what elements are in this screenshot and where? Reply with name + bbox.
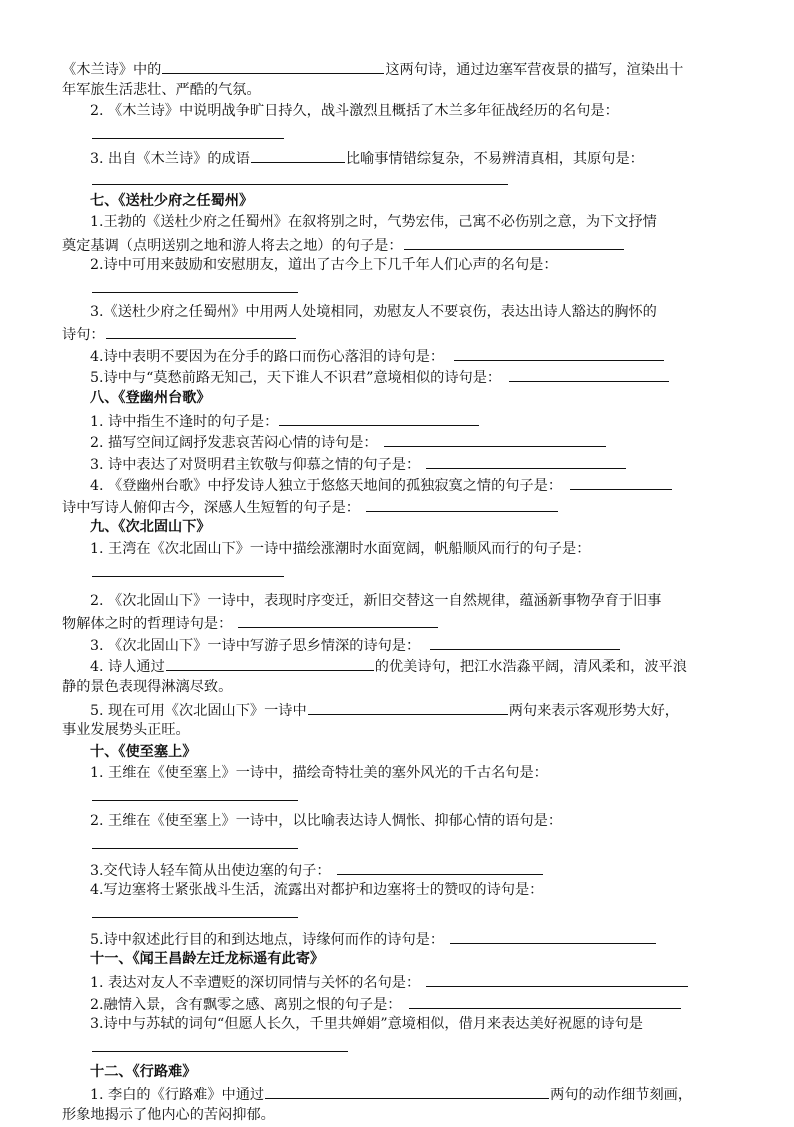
answer-blank[interactable] (409, 993, 681, 1009)
question-text: 2.融情入景，含有飘零之感、离别之恨的句子是： (90, 996, 402, 1013)
answer-blank[interactable] (450, 928, 656, 944)
answer-blank[interactable] (251, 147, 345, 163)
answer-blank[interactable] (404, 234, 624, 250)
question-line (62, 474, 734, 496)
question-line (62, 410, 734, 432)
question-text: 2. 《木兰诗》中说明战争旷日持久，战斗激烈且概括了木兰多年征战经历的名句是： (90, 103, 619, 120)
answer-blank[interactable] (92, 785, 298, 801)
question-line (62, 80, 734, 102)
question-text: 4. 《登幽州台歌》中抒发诗人独立于悠悠天地间的孤独寂寞之情的句子是： (90, 478, 563, 495)
answer-blank[interactable] (570, 474, 672, 490)
section-title: 七、《送杜少府之任蜀州》 (90, 192, 254, 209)
question-text: 3.《送杜少府之任蜀州》中用两人处境相同，劝慰友人不要哀伤，表达出诗人豁达的胸怀的 (90, 303, 657, 320)
section-title: 九、《次北固山下》 (90, 519, 211, 536)
question-line (62, 431, 734, 453)
question-text: 5.诗中叙述此行目的和到达地点，诗缘何而作的诗句是： (90, 931, 445, 948)
answer-line-row (62, 169, 734, 191)
answer-blank[interactable] (265, 1083, 549, 1099)
question-text: 3.交代诗人轻车简从出使边塞的句子： (90, 862, 331, 879)
answer-blank[interactable] (166, 655, 374, 671)
question-line (62, 496, 734, 518)
section-title: 十一、《闻王昌龄左迁龙标遥有此寄》 (90, 951, 325, 968)
question-text: 3.诗中与苏轼的词句“但愿人长久，千里共婵娟”意境相似，借月来表达美好祝愿的诗句是 (90, 1016, 643, 1033)
answer-blank[interactable] (454, 345, 664, 361)
question-text: 诗句： (62, 327, 105, 344)
section-title: 十、《使至塞上》 (90, 743, 197, 760)
question-text: 1. 王维在《使至塞上》一诗中，描绘奇特壮美的塞外风光的千古名句是： (90, 765, 548, 782)
answer-blank[interactable] (509, 366, 669, 382)
question-line (62, 591, 734, 613)
question-text: 1. 王湾在《次北固山下》一诗中描绘涨潮时水面宽阔，帆船顺风而行的句子是： (90, 541, 591, 558)
question-text: 1. 李白的《行路难》中通过 (90, 1087, 265, 1104)
question-line (62, 302, 734, 324)
answer-line-row (62, 123, 734, 145)
answer-line-row (62, 1036, 734, 1062)
answer-blank[interactable] (279, 410, 479, 426)
question-text: 3. 《次北固山下》一诗中写游子思乡情深的诗句是： (90, 637, 421, 654)
answer-blank[interactable] (337, 859, 543, 875)
question-line (62, 366, 734, 388)
question-text: 奠定基调（点明送别之地和游人将去之地）的句子是： (62, 237, 403, 254)
answer-blank[interactable] (426, 453, 626, 469)
question-line (62, 58, 734, 80)
question-text: 2.诗中可用来鼓励和安慰朋友，道出了古今上下几千年人们心声的名句是： (90, 257, 558, 274)
question-line (62, 993, 734, 1015)
answer-line-row (62, 902, 734, 928)
section-title: 八、《登幽州台歌》 (90, 389, 211, 406)
question-text: 3. 诗中表达了对贤明君主钦敬与仰慕之情的句子是： (90, 456, 421, 473)
question-line (62, 971, 734, 993)
question-line (62, 539, 734, 561)
answer-blank[interactable] (162, 58, 384, 74)
question-text: 4. 诗人通过 (90, 659, 165, 676)
question-text: 《木兰诗》中的 (62, 62, 162, 78)
answer-blank[interactable] (384, 431, 606, 447)
question-line (62, 1083, 734, 1105)
question-line (62, 453, 734, 475)
question-line (62, 255, 734, 277)
question-text: 4.诗中表明不要因为在分手的路口而伤心落泪的诗句是： (90, 348, 445, 365)
question-text: 诗中写诗人俯仰古今，深感人生短暂的句子是： (62, 499, 360, 516)
question-line (62, 859, 734, 881)
question-text: 3. 出自《木兰诗》的成语 (90, 151, 250, 168)
section-title: 十二、《行路难》 (90, 1063, 197, 1080)
answer-blank[interactable] (92, 169, 508, 185)
question-line (62, 212, 734, 234)
question-line (62, 323, 734, 345)
answer-line-row (62, 833, 734, 859)
question-line (62, 147, 734, 169)
question-line (62, 720, 734, 742)
answer-blank[interactable] (92, 833, 298, 849)
answer-blank[interactable] (426, 971, 688, 987)
question-text: 物解体之时的哲理诗句是： (62, 616, 233, 633)
question-text: 2. 《次北固山下》一诗中，表现时序变迁，新旧交替这一自然规律，蕴涵新事物孕育于旧事 (90, 592, 662, 609)
question-line (62, 1014, 734, 1036)
question-line (62, 1105, 734, 1127)
question-text: 事业发展势头正旺。 (62, 722, 190, 739)
question-text: 5. 现在可用《次北固山下》一诗中 (90, 702, 307, 719)
question-text: 5.诗中与“莫愁前路无知己，天下谁人不识君”意境相似的诗句是： (90, 370, 502, 387)
question-text: 2. 描写空间辽阔抒发悲哀苦闷心情的诗句是： (90, 435, 378, 452)
question-line (62, 345, 734, 367)
question-text: 比喻事情错综复杂，不易辨清真相，其原句是： (345, 151, 644, 168)
question-text: 4.写边塞将士紧张战斗生活，流露出对都护和边塞将士的赞叹的诗句是： (90, 882, 544, 899)
question-text: 这两句诗，通过边塞军营夜景的描写，渲染出十 (385, 62, 684, 78)
answer-line-row (62, 277, 734, 299)
question-line (62, 677, 734, 699)
question-text: 1.王勃的《送杜少府之任蜀州》在叙将别之时，气势宏伟，己寓不必伤别之意，为下文抒情 (90, 214, 657, 231)
worksheet (62, 58, 734, 1127)
answer-blank[interactable] (92, 902, 298, 918)
question-line (62, 101, 734, 123)
answer-blank[interactable] (430, 634, 620, 650)
question-text: 2. 王维在《使至塞上》一诗中，以比喻表达诗人惆怅、抑郁心情的语句是： (90, 813, 563, 829)
question-text: 的优美诗句，把江水浩淼平阔，清风柔和，波平浪 (374, 659, 687, 676)
question-line (62, 928, 734, 950)
answer-blank[interactable] (106, 323, 296, 339)
question-line (62, 234, 734, 256)
answer-blank[interactable] (308, 699, 508, 715)
answer-blank[interactable] (92, 1036, 348, 1052)
question-text: 形象地揭示了他内心的苦闷抑郁。 (62, 1106, 275, 1123)
answer-blank[interactable] (92, 561, 284, 577)
question-text: 两句的动作细节刻画， (550, 1087, 693, 1104)
question-line (62, 655, 734, 677)
answer-line-row (62, 561, 734, 591)
question-line (62, 811, 734, 833)
question-line (62, 634, 734, 656)
question-line (62, 612, 734, 634)
question-text: 两句来表示客观形势大好， (508, 702, 679, 719)
answer-line-row (62, 785, 734, 811)
question-line (62, 763, 734, 785)
answer-blank[interactable] (366, 496, 558, 512)
question-text: 1. 诗中指生不逢时的句子是： (90, 413, 279, 430)
question-text: 1. 表达对友人不幸遭贬的深切同情与关怀的名句是： (90, 974, 421, 991)
question-text: 静的景色表现得淋漓尽致。 (62, 679, 233, 696)
answer-blank[interactable] (92, 277, 298, 293)
answer-blank[interactable] (92, 123, 284, 139)
answer-blank[interactable] (238, 612, 438, 628)
question-line (62, 699, 734, 721)
question-line (62, 880, 734, 902)
question-text: 年军旅生活悲壮、严酷的气氛。 (62, 81, 261, 98)
